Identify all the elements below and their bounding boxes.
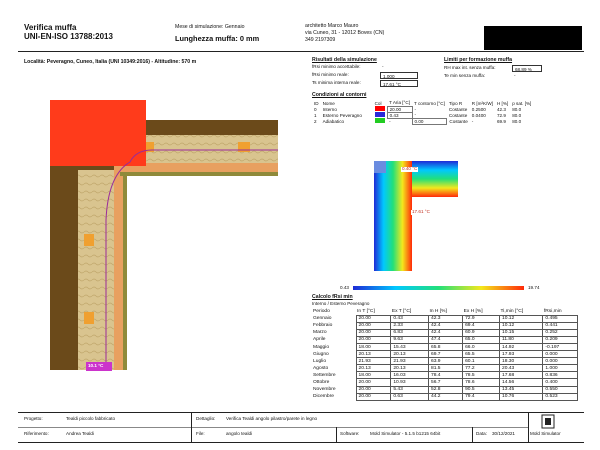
calc-value-cell: 14.92 bbox=[500, 343, 543, 350]
calc-row bbox=[312, 365, 578, 372]
calc-value-cell: 42.3 bbox=[428, 315, 462, 322]
calc-value-cell: 78.4 bbox=[428, 372, 462, 379]
calc-value-cell: 18.00 bbox=[356, 372, 391, 379]
calc-value-cell: 79.4 bbox=[463, 393, 500, 400]
calc-period-cell: Marzo bbox=[313, 330, 327, 336]
software-value: Mold Simulator - 5.1.5 b1215 64bit bbox=[370, 431, 441, 436]
col-frsi: fRsi,min bbox=[543, 308, 562, 314]
mold-length-label: Lunghezza muffa: 0 mm bbox=[175, 34, 260, 43]
calc-value-cell: 44.2 bbox=[428, 393, 462, 400]
calc-row bbox=[312, 322, 578, 329]
col-psat: p sat. [%] bbox=[512, 100, 532, 106]
isotherm-line bbox=[106, 150, 278, 370]
progetto-value: Tealdi piccolo fabbricato bbox=[66, 416, 116, 421]
report-standard: UNI-EN-ISO 13788:2013 bbox=[24, 32, 113, 41]
edge-strip-h bbox=[120, 172, 278, 176]
color-scale-bar bbox=[353, 286, 524, 290]
frsi-acceptable-value: - bbox=[382, 64, 384, 69]
calc-value-cell: 13.45 bbox=[500, 386, 543, 393]
col-tipo: Tipo R bbox=[448, 100, 463, 106]
calc-value-cell: 6.83 bbox=[391, 329, 429, 336]
color-swatch bbox=[375, 106, 385, 111]
rh-max-value: 68.89 % bbox=[512, 65, 542, 72]
calc-value-cell: 77.2 bbox=[463, 365, 500, 372]
thermal-map bbox=[360, 155, 470, 275]
calc-value-cell: 17.68 bbox=[500, 372, 543, 379]
calc-value-cell: 56.7 bbox=[428, 379, 462, 386]
calc-value-cell: 16.03 bbox=[391, 372, 429, 379]
calc-value-cell: 81.5 bbox=[428, 365, 462, 372]
data-label: Data: bbox=[476, 431, 487, 436]
calc-value-cell: 60.1 bbox=[463, 358, 500, 365]
calc-row bbox=[312, 343, 578, 350]
col-timin: Ti,min [°C] bbox=[500, 308, 524, 314]
location-label: Località: Peveragno, Cuneo, Italia (UNI 10349:2016) - Altitudine: 570 m bbox=[24, 59, 197, 65]
calc-value-cell: 69.4 bbox=[463, 322, 500, 329]
col-r: R [m²K/W] bbox=[471, 100, 493, 106]
thermal-vertical bbox=[374, 161, 412, 271]
condition-row: 0 Interno 20.00 - Costante 0.2500 42.3 80.0 bbox=[314, 106, 522, 112]
calc-value-cell: 65.0 bbox=[463, 336, 500, 343]
calc-value-cell: 20.00 bbox=[356, 329, 391, 336]
rh-max-label: RH max int. senza muffa: bbox=[444, 65, 496, 70]
calc-value-cell: 0.209 bbox=[543, 336, 578, 343]
limits-title: Limiti per formazione muffa bbox=[444, 57, 513, 63]
footer-sep bbox=[472, 427, 473, 442]
col-color: Col bbox=[374, 100, 382, 106]
calc-value-cell: 0.550 bbox=[543, 386, 578, 393]
calc-value-cell: 78.5 bbox=[463, 372, 500, 379]
calc-value-cell: 47.4 bbox=[428, 336, 462, 343]
calc-value-cell: 10.93 bbox=[391, 379, 429, 386]
software-label: Software: bbox=[340, 431, 360, 436]
calc-header-row bbox=[312, 308, 578, 315]
calc-value-cell: 0.000 bbox=[543, 351, 578, 358]
calc-row bbox=[312, 386, 578, 393]
calc-value-cell: 20.00 bbox=[356, 322, 391, 329]
file-value: angolo tealdi bbox=[226, 431, 253, 436]
edge-strip-v bbox=[123, 172, 127, 370]
condition-row: 2 Adiabatico - 0.00 Costante - 69.9 80.0 bbox=[314, 118, 522, 124]
calc-value-cell: 15.43 bbox=[391, 343, 429, 350]
calc-value-cell: 9.63 bbox=[391, 336, 429, 343]
calc-value-cell: 0.836 bbox=[543, 372, 578, 379]
calc-value-cell: 1.000 bbox=[543, 365, 578, 372]
calc-value-cell: 20.13 bbox=[356, 365, 391, 372]
calc-value-cell: 18.00 bbox=[356, 343, 391, 350]
dettaglio-value: Verifica Tealdi angolo pilastro/parete in legno bbox=[226, 416, 318, 421]
footer-sep bbox=[528, 412, 529, 442]
calc-period-cell: Maggio bbox=[313, 344, 330, 350]
block bbox=[84, 234, 94, 246]
conditions-table bbox=[312, 100, 534, 125]
pillar bbox=[50, 100, 146, 166]
calc-value-cell: -0.197 bbox=[543, 343, 578, 350]
calc-value-cell: 10.76 bbox=[500, 393, 543, 400]
data-value: 30/12/2021 bbox=[492, 431, 515, 436]
calc-value-cell: 21.93 bbox=[391, 358, 429, 365]
te-min-label: Te min senza muffa: bbox=[444, 73, 486, 78]
address-line-1: architetto Marco Mauro bbox=[305, 23, 359, 29]
footer-bottom-line bbox=[18, 442, 584, 443]
calc-value-cell: 63.9 bbox=[428, 358, 462, 365]
calc-value-cell: 0.252 bbox=[543, 329, 578, 336]
calc-value-cell: 14.56 bbox=[500, 379, 543, 386]
calc-value-cell: 90.5 bbox=[463, 386, 500, 393]
calc-title: Calcolo fRsi min bbox=[312, 294, 353, 300]
calc-row bbox=[312, 351, 578, 358]
col-id: ID bbox=[314, 100, 319, 106]
calc-row bbox=[312, 329, 578, 336]
calc-value-cell: 0.495 bbox=[543, 315, 578, 322]
calc-value-cell: 0.523 bbox=[543, 393, 578, 400]
footer-top-line bbox=[18, 412, 584, 413]
logo-text: Mold Simulator bbox=[530, 431, 561, 436]
mold-simulator-logo-icon bbox=[541, 414, 555, 429]
col-periodo: Periodo bbox=[313, 309, 330, 315]
calc-value-cell: 10.15 bbox=[500, 329, 543, 336]
calc-value-cell: 20.00 bbox=[356, 386, 391, 393]
calc-value-cell: 10.12 bbox=[500, 322, 543, 329]
ts-min-value: 17.61 °C bbox=[380, 80, 418, 87]
calc-period-cell: Settembre bbox=[313, 372, 336, 378]
col-ex-h: Ex H [%] bbox=[463, 308, 483, 314]
address-line-3: 349 2197309 bbox=[305, 37, 336, 43]
calc-period-cell: Novembre bbox=[313, 387, 336, 393]
footer-mid-line bbox=[18, 427, 528, 428]
calc-value-cell: 0.000 bbox=[543, 358, 578, 365]
calc-value-cell: 20.00 bbox=[356, 315, 391, 322]
frsi-real-label: fRsi minimo reale: bbox=[312, 72, 349, 77]
calc-period-cell: Gennaio bbox=[313, 316, 332, 322]
calc-period-cell: Febbraio bbox=[313, 323, 333, 329]
file-label: File: bbox=[196, 431, 205, 436]
col-tair: T Aria [°C] bbox=[389, 100, 410, 106]
calc-value-cell: 20.13 bbox=[391, 365, 429, 372]
scale-max-label: 19.74 bbox=[528, 285, 540, 290]
calc-period-cell: Giugno bbox=[313, 351, 329, 357]
color-swatch bbox=[375, 112, 385, 117]
calc-value-cell: 20.13 bbox=[356, 351, 391, 358]
calc-value-cell: 20.00 bbox=[356, 379, 391, 386]
riferimento-label: Riferimento: bbox=[24, 431, 49, 436]
results-title: Risultati della simulazione bbox=[312, 57, 377, 63]
thermal-corner bbox=[374, 161, 386, 173]
col-h: H [%] bbox=[496, 100, 509, 106]
calc-row bbox=[312, 393, 578, 400]
calc-value-cell: 21.93 bbox=[356, 358, 391, 365]
color-swatch bbox=[375, 118, 385, 123]
col-in-h: In H [%] bbox=[429, 308, 447, 314]
calc-value-cell: 0.441 bbox=[543, 322, 578, 329]
frsi-acceptable-label: fRsi minimo accettabile: bbox=[312, 64, 361, 69]
calc-value-cell: 17.93 bbox=[500, 351, 543, 358]
calc-value-cell: 65.5 bbox=[463, 351, 500, 358]
calc-period-cell: Aprile bbox=[313, 337, 326, 343]
calc-value-cell: 0.43 bbox=[391, 315, 429, 322]
progetto-label: Progetto: bbox=[24, 416, 43, 421]
calc-table bbox=[312, 308, 578, 401]
address-line-2: via Cuneo, 31 - 12012 Boves (CN) bbox=[305, 30, 385, 36]
thermal-label-min: 17.61 °C bbox=[412, 209, 430, 214]
redacted-logo-box bbox=[484, 26, 582, 50]
section-drawing bbox=[20, 100, 292, 380]
calc-value-cell: 69.7 bbox=[428, 351, 462, 358]
calc-value-cell: 72.9 bbox=[463, 315, 500, 322]
calc-period-cell: Dicembre bbox=[313, 394, 334, 400]
calc-period-cell: Luglio bbox=[313, 358, 327, 364]
calc-value-cell: 2.33 bbox=[391, 322, 429, 329]
riferimento-value: Andrea Tealdi bbox=[66, 431, 95, 436]
header-divider bbox=[18, 51, 584, 52]
condition-row: 1 Esterno Peveragno 0.43 - Costante 0.0400 72.9 80.0 bbox=[314, 112, 522, 118]
calc-value-cell: 42.4 bbox=[428, 322, 462, 329]
calc-value-cell: 0.63 bbox=[391, 393, 429, 400]
scale-min-label: 0.43 bbox=[340, 285, 349, 290]
month-label: Mese di simulazione: Gennaio bbox=[175, 24, 245, 30]
insulation-horizontal bbox=[140, 135, 278, 163]
calc-value-cell: 10.12 bbox=[500, 315, 543, 322]
calc-value-cell: 66.0 bbox=[463, 343, 500, 350]
calc-value-cell: 0.400 bbox=[543, 379, 578, 386]
calc-row bbox=[312, 372, 578, 379]
calc-value-cell: 20.43 bbox=[500, 365, 543, 372]
calc-value-cell: 52.8 bbox=[428, 386, 462, 393]
calc-subtitle: Interno / Esterno Peveragno bbox=[312, 301, 370, 306]
calc-row bbox=[312, 358, 578, 365]
calc-value-cell: 60.9 bbox=[463, 329, 500, 336]
report-title: Verifica muffa bbox=[24, 23, 77, 32]
calc-value-cell: 20.00 bbox=[356, 393, 391, 400]
block bbox=[84, 312, 94, 324]
col-name: Nome bbox=[322, 100, 335, 106]
col-tcont: T contorno [°C] bbox=[414, 100, 445, 106]
calc-value-cell: 5.43 bbox=[391, 386, 429, 393]
te-min-value: - bbox=[514, 73, 516, 78]
thermal-label-top: 0.40 °C bbox=[402, 166, 418, 171]
calc-value-cell: 65.8 bbox=[428, 343, 462, 350]
calc-value-cell: 18.30 bbox=[500, 358, 543, 365]
calc-value-cell: 20.00 bbox=[356, 336, 391, 343]
calc-row bbox=[312, 336, 578, 343]
calc-value-cell: 78.6 bbox=[463, 379, 500, 386]
col-in-t: In T [°C] bbox=[357, 308, 375, 314]
calc-value-cell: 20.13 bbox=[391, 351, 429, 358]
min-temp-label: 10.1 °C bbox=[88, 363, 104, 368]
inner-layer-vertical bbox=[114, 163, 123, 370]
conditions-title: Condizioni al contorni bbox=[312, 92, 367, 98]
calc-period-cell: Agosto bbox=[313, 365, 329, 371]
col-ex-t: Ex T [°C] bbox=[391, 308, 412, 314]
calc-value-cell: 42.4 bbox=[428, 329, 462, 336]
footer-sep bbox=[336, 427, 337, 442]
footer-sep bbox=[191, 412, 192, 442]
calc-row bbox=[312, 315, 578, 322]
calc-row bbox=[312, 379, 578, 386]
frsi-real-value: 1.000 bbox=[380, 72, 418, 79]
ts-min-label: Ts minima interna reale: bbox=[312, 80, 361, 85]
calc-value-cell: 11.80 bbox=[500, 336, 543, 343]
dettaglio-label: Dettaglio: bbox=[196, 416, 216, 421]
calc-period-cell: Ottobre bbox=[313, 379, 330, 385]
